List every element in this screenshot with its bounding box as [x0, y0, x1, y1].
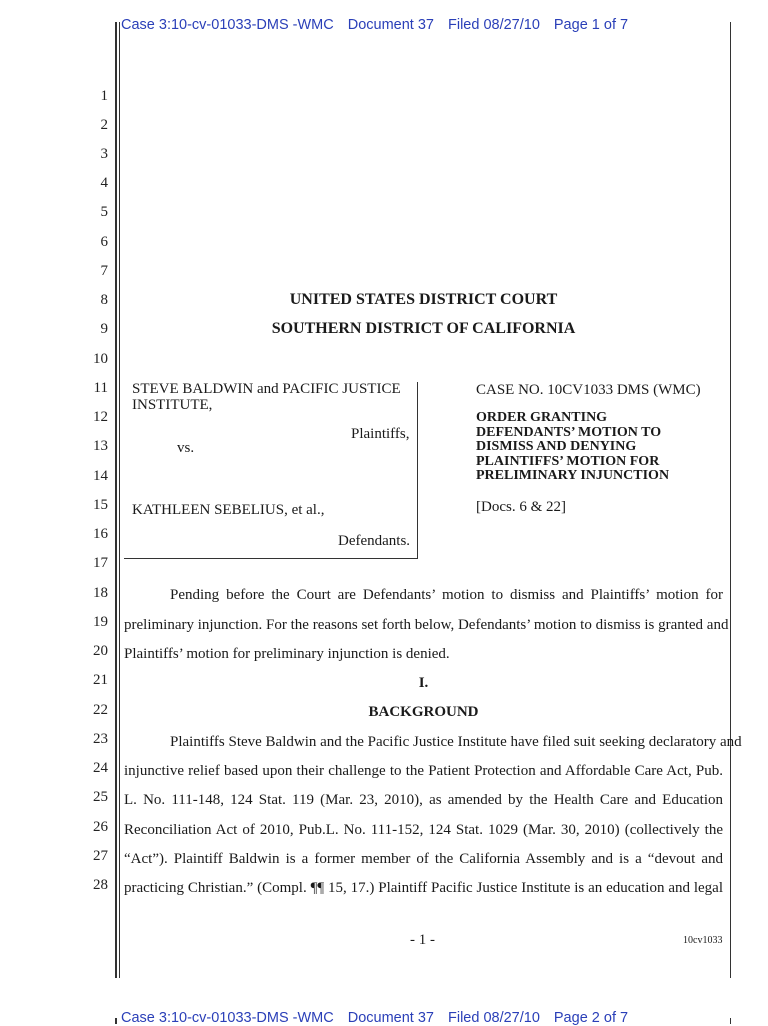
order-title-line: PRELIMINARY INJUNCTION	[476, 468, 670, 484]
background-line: Plaintiffs Steve Baldwin and the Pacific Justice Institute have filed suit seeking declaratory and	[170, 734, 742, 750]
line-number: 3	[100, 146, 108, 162]
line-number: 27	[93, 848, 108, 864]
page-number: - 1 -	[410, 932, 435, 948]
next-header-case: Case 3:10-cv-01033-DMS -WMC	[121, 1010, 334, 1026]
court-name: UNITED STATES DISTRICT COURT	[289, 291, 558, 308]
order-title-line: DEFENDANTS’ MOTION TO	[476, 424, 662, 440]
line-number: 16	[93, 526, 108, 542]
line-number: 25	[93, 789, 108, 805]
line-number: 26	[93, 819, 108, 835]
background-line: injunctive relief based upon their challenge to the Patient Protection and Affordable Care Act, Pub.	[124, 763, 723, 779]
line-number: 2	[100, 117, 108, 133]
left-margin-rule-outer	[115, 22, 117, 978]
line-number: 22	[93, 702, 108, 718]
line-number: 1	[100, 88, 108, 104]
header-document: Document 37	[347, 17, 434, 33]
background-line: L. No. 111-148, 124 Stat. 119 (Mar. 23, 2010), as amended by the Health Care and Education	[124, 792, 723, 808]
next-header-document: Document 37	[347, 1010, 434, 1026]
order-title-line: ORDER GRANTING	[476, 410, 608, 425]
section-numeral: I.	[418, 675, 429, 691]
caption-vertical-rule	[417, 382, 418, 558]
line-number: 5	[100, 204, 108, 220]
order-title	[476, 411, 669, 484]
case-number: CASE NO. 10CV1033 DMS (WMC)	[476, 382, 701, 398]
next-page-left-rule	[115, 1018, 117, 1024]
background-line: Reconciliation Act of 2010, Pub.L. No. 111-152, 124 Stat. 1029 (Mar. 30, 2010) (collectively the	[124, 822, 723, 838]
docs-reference: [Docs. 6 & 22]	[476, 499, 566, 515]
court-district: SOUTHERN DISTRICT OF CALIFORNIA	[271, 320, 576, 337]
line-number: 18	[93, 585, 108, 601]
line-number: 23	[93, 731, 108, 747]
line-number: 6	[100, 234, 108, 250]
next-header-page: Page 2 of 7	[553, 1010, 629, 1026]
line-number: 14	[93, 468, 108, 484]
plaintiffs-label: Plaintiffs,	[351, 426, 410, 442]
defendants-names: KATHLEEN SEBELIUS, et al.,	[132, 502, 325, 518]
line-number: 24	[93, 760, 108, 776]
line-number: 17	[93, 555, 108, 571]
line-number: 4	[100, 175, 108, 191]
intro-line: preliminary injunction. For the reasons set forth below, Defendants’ motion to dismiss is granted and	[124, 617, 729, 633]
line-number: 10	[93, 351, 108, 367]
background-line: practicing Christian.” (Compl. ¶¶ 15, 17.) Plaintiff Pacific Justice Institute is an education and legal	[124, 880, 723, 896]
plaintiffs-names: STEVE BALDWIN and PACIFIC JUSTICE	[132, 381, 401, 397]
line-number: 13	[93, 438, 108, 454]
order-title-line: PLAINTIFFS’ MOTION FOR	[476, 453, 660, 469]
line-number: 7	[100, 263, 108, 279]
versus: vs.	[177, 440, 195, 456]
next-page-right-rule	[730, 1018, 731, 1024]
defendants-label: Defendants.	[338, 533, 411, 549]
caption-bottom-rule	[124, 558, 418, 559]
intro-line: Plaintiffs’ motion for preliminary injunction is denied.	[124, 646, 450, 662]
left-margin-rule-inner	[119, 22, 120, 978]
header-page: Page 1 of 7	[553, 17, 629, 33]
line-number: 12	[93, 409, 108, 425]
line-number: 15	[93, 497, 108, 513]
header-filed: Filed 08/27/10	[447, 17, 540, 33]
order-title-line: DISMISS AND DENYING	[476, 439, 637, 455]
line-number: 8	[100, 292, 108, 308]
line-number: 20	[93, 643, 108, 659]
intro-line: Pending before the Court are Defendants’ motion to dismiss and Plaintiffs’ motion for	[170, 587, 723, 603]
background-line: “Act”). Plaintiff Baldwin is a former member of the California Assembly and is a “devout and	[124, 851, 723, 867]
footer-case-ref: 10cv1033	[683, 935, 723, 946]
line-number: 11	[93, 380, 108, 396]
plaintiffs-names-cont: INSTITUTE,	[132, 397, 213, 413]
line-number: 9	[100, 321, 108, 337]
line-number: 28	[93, 877, 108, 893]
next-header-filed: Filed 08/27/10	[447, 1010, 540, 1026]
header-case: Case 3:10-cv-01033-DMS -WMC	[121, 17, 334, 33]
filing-header	[121, 17, 642, 33]
line-number: 19	[93, 614, 108, 630]
right-margin-rule	[730, 22, 731, 978]
line-number: 21	[93, 672, 108, 688]
section-title: BACKGROUND	[368, 704, 479, 720]
